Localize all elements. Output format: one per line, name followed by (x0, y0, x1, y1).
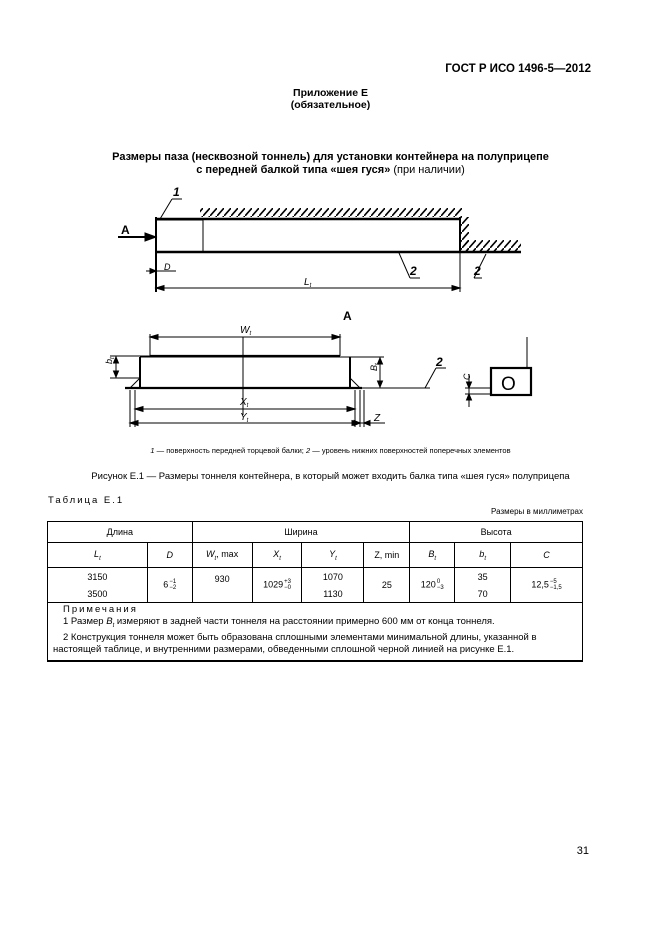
col-lt: $L_t$ (48, 543, 148, 568)
label-bt: $b_t$ (104, 357, 116, 364)
figure-legend (0, 446, 661, 455)
top-hatching (200, 208, 462, 217)
cell-yt: 1070 (302, 568, 364, 586)
label-1: 1 (173, 185, 180, 199)
header-height: Высота (410, 522, 583, 543)
front-view (125, 334, 430, 415)
label-o: O (501, 374, 516, 395)
label-z: Z (374, 413, 381, 424)
label-d: D (164, 262, 171, 272)
dimension-d (146, 269, 176, 274)
technical-drawing (0, 180, 661, 442)
header-length: Длина (48, 522, 193, 543)
annex-subtitle: (обязательное) (290, 99, 371, 111)
cell-d: 6−1 −2 (147, 568, 192, 603)
col-wt: $W_t$, max (192, 543, 252, 568)
figure-caption: Рисунок Е.1 — Размеры тоннеля контейнера, в который может входить балка типа «шея гуся» полуприцепа (91, 471, 570, 482)
section-title-line2-rest: (при наличии) (390, 164, 465, 176)
note-1: 1 Размер $B_t$ измеряют в задней части тоннеля на расстоянии примерно 600 мм от конца тоннеля. (63, 616, 495, 629)
notes-heading: Примечания (63, 604, 138, 615)
col-big-bt: $B_t$ (410, 543, 455, 568)
label-xt: $X_t$ (240, 397, 249, 409)
legend-num-1: 1 (150, 446, 155, 455)
cell-c: 12,5−5 −1,5 (511, 568, 583, 603)
cell-bt: 70 (455, 585, 511, 603)
section-title-line2-bold: с передней балкой типа «шея гуся» (196, 164, 391, 176)
cell-xt: 1029+3 −0 (252, 568, 302, 603)
cell-yt: 1130 (302, 585, 364, 603)
label-a-side: A (121, 223, 130, 237)
legend-text-2: — уровень нижних поверхностей поперечных элементов (310, 446, 511, 455)
section-title-line2 (0, 164, 661, 177)
dimension-z (354, 390, 385, 427)
cell-lt: 3500 (48, 585, 148, 603)
page-number: 31 (576, 845, 589, 857)
section-title-line1: Размеры паза (несквозной тоннель) для установки контейнера на полуприцепе (112, 151, 549, 163)
header-width: Ширина (192, 522, 410, 543)
annex-title: Приложение Е (293, 87, 368, 99)
label-lt: $L_t$ (304, 277, 312, 289)
label-2-ground: 2 (474, 264, 481, 278)
cell-z: 25 (364, 568, 410, 603)
col-d: D (147, 543, 192, 568)
cell-wt: 930 (192, 568, 252, 603)
legend-text-1: — поверхность передней торцевой балки; (154, 446, 306, 455)
label-2-front: 2 (436, 355, 443, 369)
table-notes-row (48, 603, 583, 661)
label-c: C (462, 373, 472, 380)
ground-hatching (465, 240, 521, 251)
document-code: ГОСТ Р ИСО 1496-5—2012 (445, 63, 591, 75)
cell-big-bt: 1200 −3 (410, 568, 455, 603)
label-big-bt: $B_t$ (369, 363, 381, 371)
note-2: 2 Конструкция тоннеля может быть образована сплошными элементами минимальной длины, указанной в настоящей таблице, и внутренними размерами, обведенными сплошной черной линией на рисунке Е.1. (53, 631, 537, 655)
units-note: Размеры в миллиметрах (491, 507, 583, 516)
col-xt: $X_t$ (252, 543, 302, 568)
table-notes (48, 603, 583, 661)
section-title (0, 151, 661, 177)
col-z: Z, min (364, 543, 410, 568)
label-wt: $W_t$ (240, 325, 252, 337)
col-bt: $b_t$ (455, 543, 511, 568)
table-header-groups (48, 522, 583, 543)
cell-bt: 35 (455, 568, 511, 586)
table-row (48, 585, 583, 603)
col-yt: $Y_t$ (302, 543, 364, 568)
leader-1 (160, 199, 182, 219)
dimension-bt (110, 356, 150, 378)
table-label: Таблица Е.1 (48, 495, 125, 506)
cell-lt: 3150 (48, 568, 148, 586)
label-a-front: A (343, 309, 352, 323)
dimensions-table (47, 521, 583, 662)
label-2-side: 2 (410, 264, 417, 278)
table-header-columns (48, 543, 583, 568)
label-yt: $Y_t$ (240, 412, 249, 424)
table-row (48, 568, 583, 586)
legend-num-2: 2 (305, 446, 311, 455)
annex-heading (0, 87, 661, 111)
leader-2-front (425, 368, 446, 388)
col-c: C (511, 543, 583, 568)
